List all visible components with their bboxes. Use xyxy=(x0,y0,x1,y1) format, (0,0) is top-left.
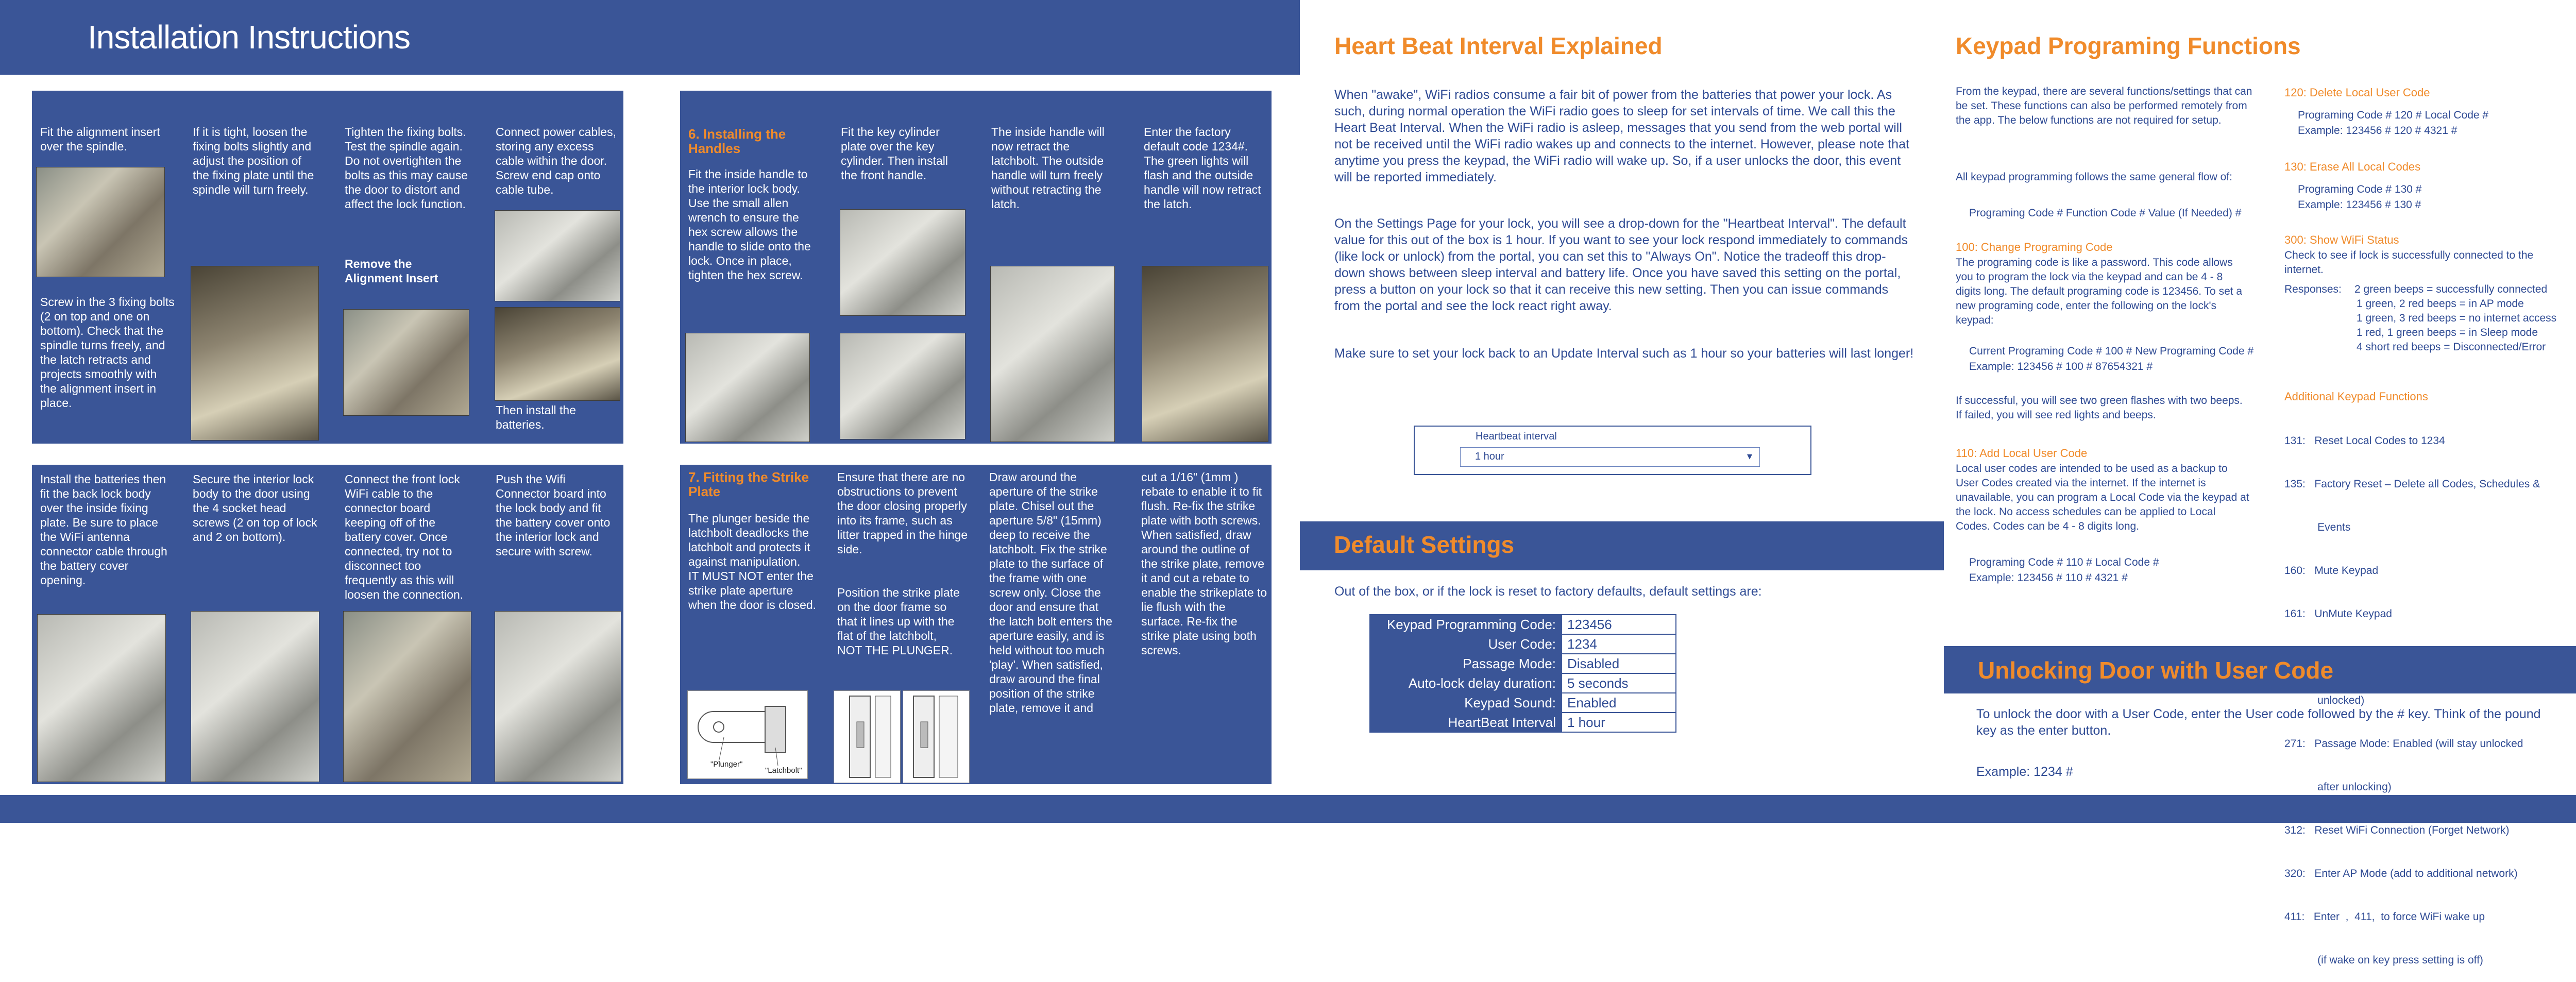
step-text: The inside handle will now retract the latchbolt. The outside handle will turn freely without retracting the latch. xyxy=(991,125,1105,211)
step-text: If it is tight, loosen the fixing bolts slightly and adjust the position of the fixing plate until the spindle will turn freely. xyxy=(193,125,314,196)
keypad-general: All keypad programming follows the same general flow of: xyxy=(1956,171,2232,183)
f300-text: Check to see if lock is successfully connected to the internet. xyxy=(2284,249,2534,276)
photo-factory-code xyxy=(1142,266,1268,442)
unlock-text: To unlock the door with a User Code, enter the User code followed by the # key. Think of the pound key as the enter button. xyxy=(1976,707,2541,738)
f120-heading: 120: Delete Local User Code xyxy=(2284,86,2430,99)
step-text: Draw around the aperture of the strike plate. Chisel out the aperture 5/8" (15mm) deep to receive the latchbolt. Fix the strike plate to the surface of the frame with one screw only. Close the door and ensure that the latch bolt enters the aperture easily, and is held without too much 'play'. When satisfied, draw around the final position of the strike plate, remove it and xyxy=(989,470,1113,715)
heartbeat-interval-select[interactable] xyxy=(1460,447,1760,467)
f110-heading: 110: Add Local User Code xyxy=(1956,447,2088,460)
keypad-heading: Keypad Programing Functions xyxy=(1956,32,2301,59)
heartbeat-select-value: 1 hour xyxy=(1475,451,1504,462)
table-row xyxy=(1370,634,1676,654)
default-settings-heading: Default Settings xyxy=(1334,531,1515,558)
setting-key: Auto-lock delay duration: xyxy=(1370,673,1562,693)
step-text: Position the strike plate on the door frame so that it lines up with the flat of the latchbolt, NOT THE PLUNGER. xyxy=(837,586,960,657)
bottom-band xyxy=(0,795,2576,823)
strike-diagram-right xyxy=(903,690,970,783)
strike-diagram-left-svg xyxy=(834,691,900,783)
latchbolt-label: "Latchbolt" xyxy=(765,766,802,775)
default-settings-table xyxy=(1369,614,1676,733)
heartbeat-dropdown-card xyxy=(1414,426,1811,475)
list-item: unlocked) xyxy=(2284,695,2365,706)
strike-diagram-left xyxy=(834,690,901,783)
f100-code: Current Programing Code # 100 # New Programing Code # xyxy=(1969,345,2254,357)
install-panel-top xyxy=(32,91,623,444)
plunger-label: "Plunger" xyxy=(710,760,743,769)
setting-key: Keypad Programming Code: xyxy=(1370,615,1562,634)
step-text: Then install the batteries. xyxy=(496,403,576,431)
photo-power-cables xyxy=(495,210,620,301)
heartbeat-paragraph-3: Make sure to set your lock back to an Update Interval such as 1 hour so your batteries will last longer! xyxy=(1334,346,1914,361)
table-row xyxy=(1370,654,1676,673)
list-item: 271: Passage Mode: Enabled (will stay unlocked xyxy=(2284,738,2523,750)
additional-heading: Additional Keypad Functions xyxy=(2284,390,2428,403)
f300-heading: 300: Show WiFi Status xyxy=(2284,233,2399,246)
step-text: Push the Wifi Connector board into the lock body and fit the battery cover onto the interior lock and secure with screw. xyxy=(496,472,611,558)
list-item: Events xyxy=(2284,521,2351,533)
list-item: after unlocking) xyxy=(2284,781,2392,793)
photo-socket-screws xyxy=(191,611,319,782)
photo-battery-cover xyxy=(495,611,621,782)
list-item: 411: Enter , 411, to force WiFi wake up xyxy=(2284,911,2485,923)
step-text: The plunger beside the latchbolt deadlocks the latchbolt and protects it against manipulation. IT MUST NOT enter the strike plate aperture when the door is closed. xyxy=(688,512,817,612)
setting-value: 1234 xyxy=(1562,634,1676,654)
photo-alignment-insert xyxy=(36,167,165,277)
remove-insert-note: Remove the Alignment Insert xyxy=(345,257,438,285)
list-item: 320: Enter AP Mode (add to additional network) xyxy=(2284,868,2518,879)
plunger-diagram xyxy=(687,690,808,779)
f120-example: Example: 123456 # 120 # 4321 # xyxy=(2298,125,2458,137)
step-text: Secure the interior lock body to the door using the 4 socket head screws (2 on top of lock and 2 on bottom). xyxy=(193,472,317,544)
f130-code: Programing Code # 130 # xyxy=(2298,183,2422,195)
step-text: Tighten the fixing bolts. Test the spindle again. Do not overtighten the bolts as this may cause the door to distort and affect the lock function. xyxy=(345,125,468,211)
setting-key: User Code: xyxy=(1370,634,1562,654)
handles-heading: 6. Installing the Handles xyxy=(688,126,786,156)
chevron-down-icon: ▾ xyxy=(1747,451,1752,462)
step-text: Fit the inside handle to the interior lock body. Use the small allen wrench to ensure the hex screw allows the handle to slide onto the lock. Once in place, tighten the hex screw. xyxy=(688,167,811,282)
heartbeat-dropdown-label: Heartbeat interval xyxy=(1476,431,1557,442)
table-row xyxy=(1370,615,1676,634)
keypad-intro: From the keypad, there are several functions/settings that can be set. These functions can also be performed remotely from the app. The below functions are not required for setup. xyxy=(1956,86,2252,126)
list-item: 131: Reset Local Codes to 1234 xyxy=(2284,435,2445,447)
step-text: Screw in the 3 fixing bolts (2 on top and one on bottom). Check that the spindle turns freely, and the latch retracts and projects smoothly with the alignment insert in place. xyxy=(40,295,175,410)
table-row xyxy=(1370,673,1676,693)
step-text: Fit the alignment insert over the spindle. xyxy=(40,125,160,153)
list-item: 312: Reset WiFi Connection (Forget Network) xyxy=(2284,824,2510,836)
photo-inside-handle xyxy=(685,333,810,442)
setting-value: 123456 xyxy=(1562,615,1676,634)
list-item: 161: UnMute Keypad xyxy=(2284,608,2392,620)
page-title: Installation Instructions xyxy=(88,19,410,56)
list-item: 4 short red beeps = Disconnected/Error xyxy=(2357,341,2546,353)
heartbeat-paragraph-2: On the Settings Page for your lock, you will see a drop-down for the "Heartbeat Interval". The default value for this out of the box is 1 hour. If you want to see your lock respond immediately to commands (like lock or unlock) from the portal, you can set this to "Always On". Notice the tradeoff this drop-down shows between sleep interval and battery life. Once you have saved this setting on the portal, press a button on your lock so that it can receive this new setting. Then you can issue commands from the portal and see the lock react right away. xyxy=(1334,216,1908,313)
heartbeat-heading: Heart Beat Interval Explained xyxy=(1334,32,1663,59)
unlock-heading: Unlocking Door with User Code xyxy=(1978,657,2334,684)
step-text: Enter the factory default code 1234#. The green lights will flash and the outside handle will now retract the latch. xyxy=(1144,125,1261,211)
f100-after: If successful, you will see two green flashes with two beeps. If failed, you will see red lights and beeps. xyxy=(1956,395,2243,421)
photo-remove-insert xyxy=(343,309,469,416)
table-row xyxy=(1370,693,1676,713)
photo-wifi-cable xyxy=(343,611,471,782)
photo-key-cylinder xyxy=(840,209,965,316)
f100-text: The programing code is like a password. This code allows you to program the lock via the keypad and can be 4 - 8 digits long. The default programing code is 123456. To set a new programing code, enter the following on the lock's keypad: xyxy=(1956,257,2243,326)
setting-key: HeartBeat Interval xyxy=(1370,713,1562,732)
responses-list xyxy=(2354,282,2576,354)
list-item: 2 green beeps = successfully connected xyxy=(2354,283,2548,295)
step-text: Connect power cables, storing any excess cable within the door. Screw end cap onto cable tube. xyxy=(496,125,616,196)
f130-example: Example: 123456 # 130 # xyxy=(2298,199,2421,211)
strike-heading: 7. Fitting the Strike Plate xyxy=(688,469,809,499)
strike-diagram-right-svg xyxy=(903,691,969,783)
setting-key: Keypad Sound: xyxy=(1370,693,1562,713)
unlock-band xyxy=(1944,646,2576,693)
step-text: Ensure that there are no obstructions to prevent the door closing properly into its frame, such as litter trapped in the hinge side. xyxy=(837,470,968,556)
step-text: Connect the front lock WiFi cable to the connector board keeping off of the battery cover. Once connected, try not to disconnect too frequently as this will loosen the connection. xyxy=(345,472,464,601)
keypad-general-code: Programing Code # Function Code # Value (If Needed) # xyxy=(1969,207,2242,219)
f110-text: Local user codes are intended to be used as a backup to User Codes created via the internet. If the internet is unavailable, you can program a Local Code via the keypad at the lock. No access schedules can be applied to Local Codes. Codes can be 4 - 8 digits long. xyxy=(1956,463,2249,532)
f100-example: Example: 123456 # 100 # 87654321 # xyxy=(1969,361,2153,373)
step-text: Install the batteries then fit the back lock body over the inside fixing plate. Be sure to place the WiFi antenna connector cable through the battery cover opening. xyxy=(40,472,167,587)
photo-front-handle xyxy=(840,333,965,439)
plunger-diagram-svg xyxy=(688,691,807,778)
table-row xyxy=(1370,713,1676,732)
unlock-example: Example: 1234 # xyxy=(1976,765,2073,779)
setting-value: 1 hour xyxy=(1562,713,1676,732)
list-item: 1 red, 1 green beeps = in Sleep mode xyxy=(2357,327,2538,338)
setting-value: Enabled xyxy=(1562,693,1676,713)
list-item: 1 green, 2 red beeps = in AP mode xyxy=(2357,298,2524,310)
list-item: 160: Mute Keypad xyxy=(2284,565,2379,577)
list-item: (if wake on key press setting is off) xyxy=(2284,954,2483,966)
f100-heading: 100: Change Programing Code xyxy=(1956,241,2113,253)
f110-code: Programing Code # 110 # Local Code # xyxy=(1969,556,2159,568)
f130-heading: 130: Erase All Local Codes xyxy=(2284,160,2421,173)
step-text: Fit the key cylinder plate over the key cylinder. Then install the front handle. xyxy=(841,125,948,182)
setting-value: 5 seconds xyxy=(1562,673,1676,693)
step-text: cut a 1/16" (1mm ) rebate to enable it to fit flush. Re-fix the strike plate with both screws. When satisfied, draw around the outline of the strike plate, remove it and cut a rebate to enable the strikeplate to lie flush with the surface. Re-fix the strike plate using both screws. xyxy=(1141,470,1267,657)
list-item: 135: Factory Reset – Delete all Codes, Schedules & xyxy=(2284,478,2540,490)
install-panel-bottom xyxy=(32,465,623,784)
additional-list xyxy=(2284,405,2576,982)
photo-keypad-handle xyxy=(990,266,1115,442)
list-item: 1 green, 3 red beeps = no internet access xyxy=(2357,312,2557,324)
photo-back-lock-body xyxy=(37,614,166,782)
responses-label: Responses: xyxy=(2284,283,2342,295)
strike-panel xyxy=(680,465,1272,784)
default-settings-intro: Out of the box, or if the lock is reset to factory defaults, default settings are: xyxy=(1334,584,1762,599)
f110-example: Example: 123456 # 110 # 4321 # xyxy=(1969,572,2128,584)
heartbeat-paragraph-1: When "awake", WiFi radios consume a fair bit of power from the batteries that power your lock. As such, during normal operation the WiFi radio goes to sleep for set intervals of time. We call this the Heart Beat Interval. When the WiFi radio is asleep, messages that you send from the web portal will not be received until the WiFi radio wakes up and connects to the internet. However, please note that anytime you press the keypad, the WiFi radio will wake up. So, if a user unlocks the door, this event will be reported immediately. xyxy=(1334,88,1909,184)
default-settings-band xyxy=(1300,521,1944,570)
photo-end-cap xyxy=(495,307,620,401)
f120-code: Programing Code # 120 # Local Code # xyxy=(2298,109,2489,121)
photo-fixing-plate xyxy=(191,266,319,441)
setting-key: Passage Mode: xyxy=(1370,654,1562,673)
setting-value: Disabled xyxy=(1562,654,1676,673)
handles-panel xyxy=(680,91,1272,444)
